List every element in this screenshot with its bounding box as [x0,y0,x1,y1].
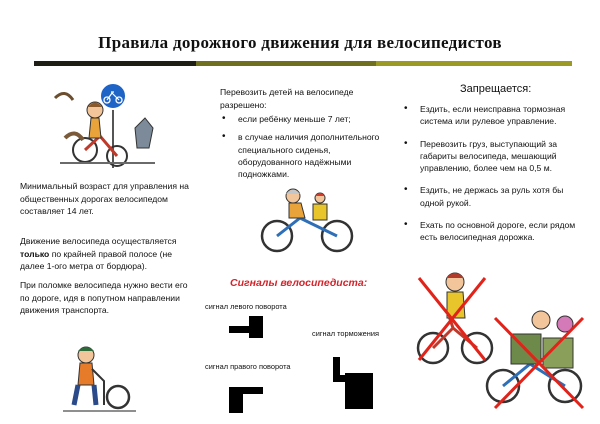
forbidden-heading: Запрещается: [460,83,532,95]
movement-text [20,235,192,273]
list-item: • Ездить, не держась за руль хотя бы одной рукой. [402,184,580,209]
title-bar-middle [196,61,376,66]
signals-title: Сигналы велосипедиста: [230,277,368,289]
list-item: • Ездить, если неисправна тормозная система или рулевое управление. [402,103,580,128]
breakdown-text: При поломке велосипеда нужно вести его по дороге, идя в попутном направлении движения транспорта. [20,280,188,316]
brake-signal-icon [333,357,375,409]
signal-left-label: сигнал левого поворота [205,302,287,311]
signal-brake-label: сигнал торможения [312,329,379,338]
left-turn-signal-icon [229,316,269,342]
children-intro-text: Перевозить детей на велосипеде разрешено: [220,87,354,110]
min-age-text: Минимальный возраст для управления на общественных дорогах велосипедом составляет 14 лет. [20,181,189,217]
movement-text-bold: только [20,248,50,259]
list-item: • Ехать по основной дороге, если рядом есть велосипедная дорожка. [402,219,580,244]
right-turn-signal-icon [229,385,269,415]
list-item: • если ребёнку меньше 7 лет; [220,113,380,125]
child-bike-sign-illustration [45,78,160,173]
parent-child-bike-illustration [255,186,360,256]
title-bar-left [34,61,196,66]
movement-text-before: Движение велосипеда осуществляется [20,236,177,246]
page-title: Правила дорожного движения для велосипедистов [98,33,502,52]
movement-text-after: по крайней правой полосе (не далее 1-ого метра от бордюра). [20,248,172,272]
children-list [220,113,380,186]
list-item: • в случае наличия дополнительного специального сиденья, оборудованного надёжными подножками. [220,131,380,180]
signal-right-label: сигнал правого поворота [205,362,291,371]
title-bar-right [376,61,572,66]
forbidden-list [402,103,580,250]
child-pumping-tyre-illustration [58,345,138,417]
forbidden-cyclists-illustration [415,268,590,418]
list-item: • Перевозить груз, выступающий за габариты велосипеда, мешающий управлению, более чем на 0,5 м. [402,138,580,175]
